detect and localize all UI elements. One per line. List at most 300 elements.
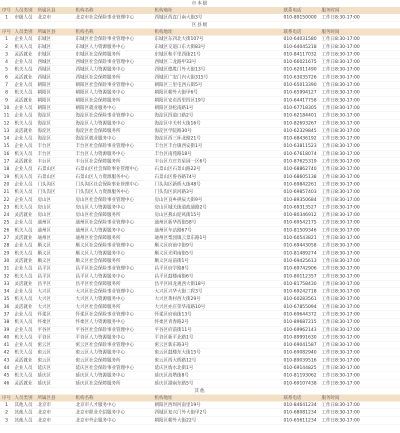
address: 朝阳区朝外大街22号 — [154, 417, 197, 423]
service-hours: 工作日8:30-17:00 — [321, 212, 360, 218]
row-number: 23 — [3, 204, 10, 210]
column-header-phone: 联系电话 — [283, 395, 302, 401]
district: 昌平区 — [37, 281, 52, 287]
service-hours: 工作日8:30-17:00 — [321, 281, 360, 287]
table-row — [0, 181, 400, 189]
table-row — [0, 59, 400, 67]
phone: 010-65994127 — [283, 90, 317, 96]
table-row — [0, 127, 400, 135]
phone: 010-68605138 — [283, 174, 317, 180]
district: 通州区 — [37, 227, 52, 233]
column-header-personnel-category: 人员类别 — [14, 29, 33, 35]
row-number: 2 — [5, 44, 8, 50]
institution-name: 朝阳区社会保险事业管理中心 — [75, 82, 135, 88]
phone: 010-62329845 — [283, 128, 317, 134]
personnel-category: 机关人员 — [14, 204, 33, 210]
phone: 010-69041587 — [283, 342, 317, 348]
row-number: 27 — [3, 235, 10, 241]
service-hours: 工作日8:30-17:00 — [321, 59, 360, 65]
row-number: 10 — [3, 105, 10, 111]
address: 西城区复兴门外大街甲2号 — [154, 410, 207, 416]
personnel-category: 企业人员 — [14, 365, 33, 371]
phone: 010-81489274 — [283, 250, 317, 256]
section-title: 区县级 — [191, 22, 209, 28]
district: 怀柔区 — [37, 319, 52, 325]
service-hours: 工作日8:30-17:00 — [321, 304, 360, 310]
institution-name: 朝阳区社会保障服务所 — [75, 97, 121, 103]
phone: 010-68081234 — [283, 410, 317, 416]
column-header-address: 机构地址 — [154, 8, 173, 13]
personnel-category: 机关人员 — [14, 250, 33, 256]
table-row — [0, 257, 400, 265]
institution-name: 丰台区社会保障服务所 — [75, 159, 121, 165]
phone: 010-69313527 — [283, 204, 317, 210]
personnel-category: 企业人员 — [14, 289, 33, 295]
personnel-category: 企业人员 — [14, 243, 33, 249]
district: 顺义区 — [37, 258, 52, 264]
column-header-phone: 联系电话 — [283, 8, 302, 13]
service-hours: 工作日8:30-17:00 — [321, 220, 360, 226]
institution-name: 密云区社会保险事业管理中心 — [75, 342, 135, 348]
institution-name: 丰台区人力资源服务中心 — [75, 151, 126, 157]
district: 丰台区 — [37, 159, 52, 165]
row-number: 41 — [3, 342, 10, 348]
personnel-category: 灵活就业 — [14, 159, 33, 165]
row-number: 45 — [3, 373, 10, 379]
address: 朝阳区安贞西里四区19号 — [154, 97, 206, 103]
district: 密云区 — [37, 357, 52, 363]
personnel-category: 机关人员 — [14, 44, 33, 50]
phone: 010-69242718 — [283, 289, 317, 295]
address: 西城区广安门内大街315号 — [154, 74, 209, 80]
service-hours: 工作日8:30-17:00 — [321, 97, 360, 103]
district: 密云区 — [37, 350, 52, 356]
institution-name: 石景山区社会保险事业管理中心 — [75, 166, 139, 172]
institution-name: 海淀区社会保险事业管理中心 — [75, 113, 135, 119]
district: 丰台区 — [37, 143, 52, 149]
phone: 010-69842261 — [283, 181, 317, 187]
column-header-personnel-category: 人员类别 — [14, 8, 33, 13]
address: 平谷区新平北路1号 — [154, 334, 194, 340]
district: 北京市 — [37, 15, 52, 20]
table-row — [0, 288, 400, 296]
personnel-category: 企业人员 — [14, 59, 33, 65]
district: 海淀区 — [37, 120, 52, 126]
institution-name: 怀柔区社会保险事业管理中心 — [75, 311, 135, 317]
row-number: 22 — [3, 197, 10, 203]
table-row — [0, 112, 400, 120]
institution-name: 东城区社会保险事业管理中心 — [75, 36, 135, 42]
district: 东城区 — [37, 51, 52, 57]
institution-name: 丰台区社会保险事业管理中心 — [75, 143, 135, 149]
row-number: 25 — [3, 220, 10, 226]
personnel-category: 灵活就业 — [14, 304, 33, 310]
row-number: 32 — [3, 273, 10, 279]
institution-name: 北京市外企服务中心 — [75, 417, 117, 423]
service-hours: 工作日8:30-17:00 — [321, 120, 360, 126]
service-hours: 工作日8:30-17:00 — [321, 273, 360, 279]
phone: 010-69857403 — [283, 189, 317, 195]
phone: 010-89687215 — [283, 319, 317, 325]
phone: 010-67618074 — [283, 151, 317, 157]
district: 北京市 — [37, 402, 52, 408]
table-row — [0, 265, 400, 273]
address: 昌平区府学路8号 — [154, 266, 189, 272]
address: 门头沟区滨河路3号 — [154, 189, 194, 195]
row-number: 2 — [5, 410, 8, 416]
service-hours: 工作日8:30-17:00 — [321, 380, 360, 386]
institution-name: 朝阳区就业服务中心 — [75, 105, 117, 111]
district: 东城区 — [37, 44, 52, 50]
address: 房山区燕山迎风街15号 — [154, 212, 201, 218]
personnel-category: 市级人员 — [14, 15, 33, 20]
row-number: 38 — [3, 319, 10, 325]
phone: 010-62011490 — [283, 67, 317, 73]
phone: 010-69644372 — [283, 311, 317, 317]
table-row — [0, 334, 400, 342]
phone: 010-65611234 — [283, 417, 317, 423]
row-number: 3 — [5, 51, 8, 57]
personnel-category: 企业人员 — [14, 197, 33, 203]
row-number: 6 — [5, 74, 8, 80]
district: 昌平区 — [37, 273, 52, 279]
table-row — [0, 273, 400, 281]
address: 丰台区南苑路18号 — [154, 151, 192, 157]
institution-name: 通州区社会保障服务所 — [75, 235, 121, 241]
row-number: 40 — [3, 334, 10, 340]
row-number: 4 — [5, 59, 8, 65]
table-row — [0, 296, 400, 304]
phone: 010-84641234 — [283, 402, 317, 408]
institution-name: 延庆区社会保障服务所 — [75, 380, 121, 386]
service-hours: 工作日8:30-17:00 — [321, 166, 360, 172]
district: 东城区 — [37, 36, 52, 42]
service-hours: 工作日8:30-17:00 — [321, 266, 360, 272]
district: 通州区 — [37, 235, 52, 241]
personnel-category: 企业人员 — [14, 82, 33, 88]
row-number: 1 — [5, 402, 8, 408]
institution-name: 怀柔区人力资源服务中心 — [75, 319, 126, 325]
personnel-category: 企业人员 — [14, 311, 33, 317]
address: 石景山区鲁谷路74号 — [154, 174, 197, 180]
address: 延庆区湖南东路5号 — [154, 380, 194, 386]
column-header-row-number: 序号 — [1, 8, 11, 13]
institution-name: 通州区社会保险事业管理中心 — [75, 220, 135, 226]
district: 大兴区 — [37, 304, 52, 310]
address: 顺义区府前中街9号 — [154, 243, 194, 249]
phone: 010-69082940 — [283, 350, 317, 356]
address: 门头沟区新桥大街48号 — [154, 181, 201, 187]
address: 昌平区回龙观西大街18号 — [154, 281, 206, 287]
row-number: 5 — [5, 67, 8, 73]
district: 北京市 — [37, 417, 52, 423]
phone: 010-81509346 — [283, 227, 317, 233]
personnel-category: 灵活就业 — [14, 97, 33, 103]
district: 门头沟区 — [37, 181, 56, 187]
personnel-category: 机关人员 — [14, 174, 33, 180]
column-header-district: 所属区县 — [37, 29, 56, 35]
service-hours: 工作日8:30-17:00 — [321, 151, 360, 157]
district: 西城区 — [37, 59, 52, 65]
institution-name: 密云区社会保障服务所 — [75, 357, 121, 363]
phone: 010-69144825 — [283, 365, 317, 371]
row-number: 13 — [3, 128, 10, 134]
service-hours: 工作日8:30-17:00 — [321, 311, 360, 317]
column-header-service-hours: 服务时间 — [321, 395, 340, 401]
phone: 010-62184401 — [283, 113, 317, 119]
section-title: 其他 — [194, 388, 206, 394]
column-header-service-hours: 服务时间 — [321, 8, 340, 13]
table-row — [0, 326, 400, 334]
row-number: 33 — [3, 281, 10, 287]
address: 海淀区四道口路2号 — [154, 113, 194, 119]
address: 海淀区中关村大街16号 — [154, 120, 201, 126]
institution-name: 海淀区人力资源服务中心 — [75, 120, 126, 126]
address: 西城区西直门南大街3号 — [154, 15, 203, 20]
institution-name: 房山区社会保障服务所 — [75, 212, 121, 218]
personnel-category: 灵活就业 — [14, 74, 33, 80]
institution-name: 海淀区就业服务中心 — [75, 136, 117, 142]
institution-name: 北京市社会保险事业管理中心 — [75, 15, 135, 20]
table-row — [0, 349, 400, 357]
phone: 010-81193062 — [283, 373, 317, 379]
phone: 010-64031580 — [283, 36, 317, 42]
district: 房山区 — [37, 204, 52, 210]
table-row — [0, 43, 400, 51]
table-row — [0, 120, 400, 128]
personnel-category: 企业人员 — [14, 266, 33, 272]
column-header-institution-name: 机构名称 — [75, 8, 94, 13]
service-hours: 工作日8:30-17:00 — [321, 289, 360, 295]
personnel-category: 机关人员 — [14, 273, 33, 279]
institution-name: 平谷区人力资源服务中心 — [75, 334, 126, 340]
personnel-category: 企业人员 — [14, 181, 33, 187]
table-row — [0, 173, 400, 181]
phone: 010-89039516 — [283, 357, 317, 363]
table-row — [0, 66, 400, 74]
institution-name: 朝阳区人力资源服务中心 — [75, 90, 126, 96]
row-number: 11 — [3, 113, 10, 119]
column-header-service-hours: 服务时间 — [321, 29, 340, 35]
address: 怀柔区府前街13号 — [154, 311, 192, 317]
address: 顺义区光明南街5号 — [154, 250, 194, 256]
service-hours: 工作日8:30-17:00 — [321, 74, 360, 80]
institution-name: 门头沟区人力资源服务中心 — [75, 189, 130, 195]
institution-name: 顺义区社会保险事业管理中心 — [75, 243, 135, 249]
phone: 010-68436192 — [283, 136, 317, 142]
district: 大兴区 — [37, 296, 52, 302]
personnel-category: 企业人员 — [14, 166, 33, 172]
address: 延庆区妫水北街1号 — [154, 365, 194, 371]
service-hours: 工作日8:30-17:00 — [321, 365, 360, 371]
institution-name: 北京市人才服务中心 — [75, 402, 117, 408]
address: 密云区鼓楼东大街15号 — [154, 350, 201, 356]
row-number: 37 — [3, 311, 10, 317]
service-hours: 工作日8:30-17:00 — [321, 235, 360, 241]
institution-name: 西城区人力资源服务中心 — [75, 67, 126, 73]
institution-name: 门头沟区社会保险事业管理中心 — [75, 181, 139, 187]
phone: 010-69962143 — [283, 327, 317, 333]
district: 海淀区 — [37, 136, 52, 142]
address: 海淀区西三环北路21号 — [154, 136, 201, 142]
personnel-category: 灵活就业 — [14, 212, 33, 218]
table-row — [0, 97, 400, 105]
district: 西城区 — [37, 67, 52, 73]
service-hours: 工作日8:30-17:00 — [321, 258, 360, 264]
institution-name: 西城区社会保障服务所 — [75, 74, 121, 80]
service-hours: 工作日8:30-17:00 — [321, 227, 360, 233]
district: 海淀区 — [37, 113, 52, 119]
personnel-category: 企业人员 — [14, 105, 33, 111]
personnel-category: 灵活就业 — [14, 281, 33, 287]
phone: 010-65013390 — [283, 82, 317, 88]
institution-name: 昌平区社会保险事业管理中心 — [75, 266, 135, 272]
address: 大兴区黄村西大街29号 — [154, 296, 201, 302]
district: 石景山区 — [37, 174, 56, 180]
column-header-institution-name: 机构名称 — [75, 29, 94, 35]
personnel-category: 其他人员 — [14, 402, 33, 408]
table-row — [0, 74, 400, 82]
phone: 010-69425613 — [283, 258, 317, 264]
service-hours: 工作日8:30-17:00 — [321, 319, 360, 325]
personnel-category: 灵活就业 — [14, 235, 33, 241]
personnel-category: 灵活就业 — [14, 128, 33, 134]
institution-name: 昌平区社会保障服务所 — [75, 281, 121, 287]
table-row — [0, 212, 400, 220]
address: 石景山区石景山路22号 — [154, 166, 201, 172]
row-number: 44 — [3, 365, 10, 371]
institution-name: 平谷区社会保险事业管理中心 — [75, 327, 135, 333]
district: 顺义区 — [37, 250, 52, 256]
table-row — [0, 250, 400, 258]
table-row — [0, 311, 400, 319]
service-hours: 工作日8:30-17:00 — [321, 410, 360, 416]
personnel-category: 机关人员 — [14, 350, 33, 356]
address: 昌平区鼓楼南街6号 — [154, 273, 194, 279]
personnel-category: 企业人员 — [14, 143, 33, 149]
service-hours: 工作日8:30-17:00 — [321, 181, 360, 187]
address: 通州区新华西街58号 — [154, 220, 197, 226]
service-hours: 工作日8:30-17:00 — [321, 113, 360, 119]
service-hours: 工作日8:30-17:00 — [321, 296, 360, 302]
personnel-category: 灵活就业 — [14, 51, 33, 57]
personnel-category: 企业人员 — [14, 113, 33, 119]
row-number: 19 — [3, 174, 10, 180]
service-hours: 工作日8:30-17:00 — [321, 417, 360, 423]
column-header-district: 所属区县 — [37, 395, 56, 401]
address: 平谷区府前街11号 — [154, 327, 192, 333]
address: 朝阳区三里屯西五街5号 — [154, 82, 203, 88]
address: 海淀区学院路30号 — [154, 128, 192, 134]
row-number: 16 — [3, 151, 10, 157]
column-header-institution-name: 机构名称 — [75, 395, 94, 401]
table-row — [0, 51, 400, 59]
service-hours: 工作日8:30-17:00 — [321, 105, 360, 111]
row-number: 9 — [5, 97, 8, 103]
district: 延庆区 — [37, 380, 52, 386]
institution-name: 石景山区人力资源服务中心 — [75, 174, 130, 180]
service-hours: 工作日8:30-17:00 — [321, 82, 360, 88]
table-row — [0, 143, 400, 151]
personnel-category: 企业人员 — [14, 327, 33, 333]
personnel-category: 机关人员 — [14, 373, 33, 379]
table-row — [0, 135, 400, 143]
institution-name: 大兴区社会保障服务所 — [75, 304, 121, 310]
phone: 010-64045218 — [283, 44, 317, 50]
address: 西城区德胜门外大街13号 — [154, 67, 206, 73]
district: 北京市 — [37, 410, 52, 416]
institution-name: 房山区人力资源服务中心 — [75, 204, 126, 210]
address: 朝阳区朝外大街甲6号 — [154, 90, 198, 96]
row-number: 42 — [3, 350, 10, 356]
district: 海淀区 — [37, 128, 52, 134]
service-hours: 工作日8:30-17:00 — [321, 174, 360, 180]
address: 丰台区丰台镇西安街1号 — [154, 143, 203, 149]
institution-name: 房山区社会保险事业管理中心 — [75, 197, 135, 203]
service-hours: 工作日8:30-17:00 — [321, 189, 360, 195]
row-number: 12 — [3, 120, 10, 126]
table-row — [0, 219, 400, 227]
personnel-category: 企业人员 — [14, 342, 33, 348]
row-number: 20 — [3, 181, 10, 187]
phone: 010-63811523 — [283, 143, 317, 149]
district: 西城区 — [37, 74, 52, 80]
row-number: 46 — [3, 380, 10, 386]
service-hours: 工作日8:30-17:00 — [321, 327, 360, 333]
district: 延庆区 — [37, 373, 52, 379]
institution-name: 延庆区社会保险事业管理中心 — [75, 365, 135, 371]
institution-name: 北京市职业介绍服务中心 — [75, 410, 126, 416]
service-hours: 工作日8:30-17:00 — [321, 250, 360, 256]
row-number: 14 — [3, 136, 10, 142]
table-row — [0, 417, 400, 425]
personnel-category: 企业人员 — [14, 220, 33, 226]
service-hours: 工作日8:30-17:00 — [321, 67, 360, 73]
phone: 010-80112357 — [283, 273, 317, 279]
phone: 010-69107438 — [283, 380, 317, 386]
phone: 010-84117032 — [283, 51, 317, 57]
institution-name: 延庆区人力资源服务中心 — [75, 373, 126, 379]
row-number: 7 — [5, 82, 8, 88]
row-number: 36 — [3, 304, 10, 310]
table-row — [0, 189, 400, 197]
table-row — [0, 158, 400, 166]
address: 丰台区方庄芳星园一区6号 — [154, 159, 207, 165]
table-row — [0, 227, 400, 235]
personnel-category: 机关人员 — [14, 334, 33, 340]
service-hours: 工作日8:30-17:00 — [321, 15, 360, 20]
personnel-category: 机关人员 — [14, 319, 33, 325]
phone: 010-63035726 — [283, 74, 317, 80]
service-hours: 工作日8:30-17:00 — [321, 357, 360, 363]
district: 朝阳区 — [37, 82, 52, 88]
table-row — [0, 380, 400, 388]
district: 平谷区 — [37, 327, 52, 333]
personnel-category: 机关人员 — [14, 151, 33, 157]
district: 房山区 — [37, 197, 52, 203]
personnel-category: 企业人员 — [14, 136, 33, 142]
column-header-address: 机构地址 — [154, 29, 173, 35]
phone: 010-67718305 — [283, 105, 317, 111]
column-header-personnel-category: 人员类别 — [14, 395, 33, 401]
phone: 010-68862740 — [283, 166, 317, 172]
service-hours: 工作日8:30-17:00 — [321, 204, 360, 210]
personnel-category: 机关人员 — [14, 227, 33, 233]
district: 大兴区 — [37, 289, 52, 295]
table-row — [0, 319, 400, 327]
institution-name: 大兴区人力资源服务中心 — [75, 296, 126, 302]
table-row — [0, 14, 400, 22]
